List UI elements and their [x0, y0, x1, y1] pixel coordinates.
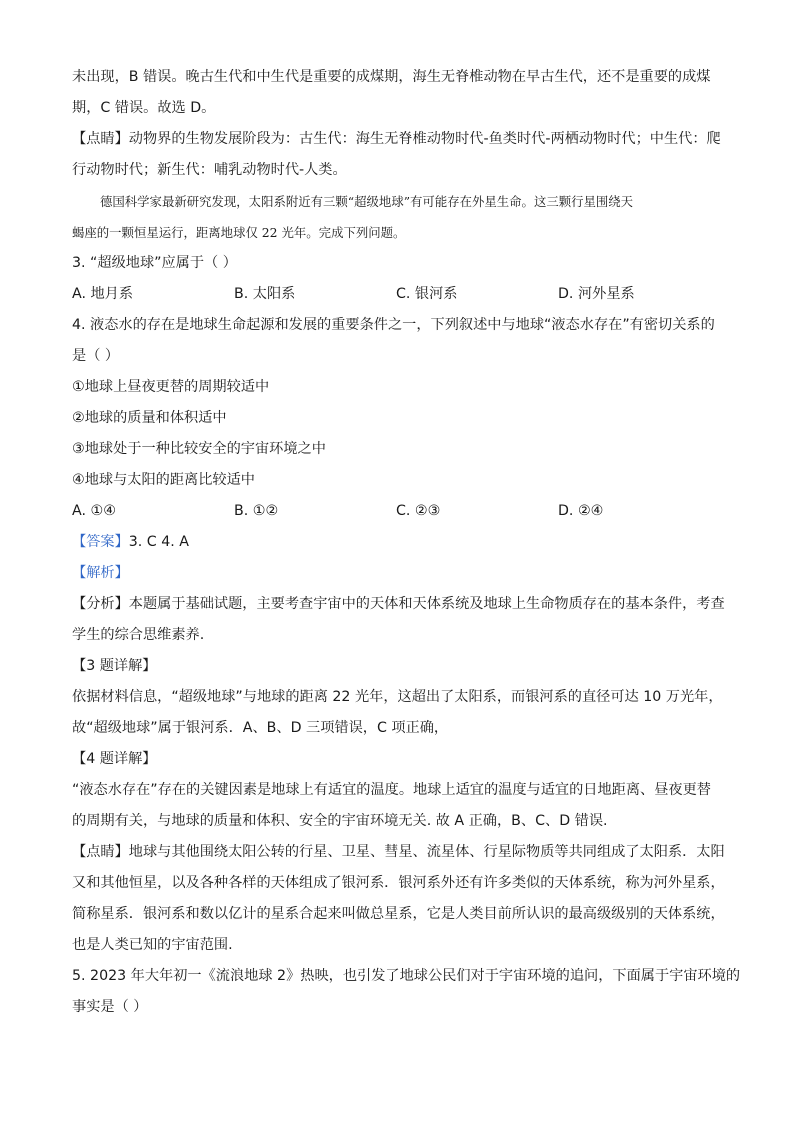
text-line: 的周期有关，与地球的质量和体积、安全的宇宙环境无关. 故 A 正确，B、C、D 错误. — [72, 813, 608, 829]
document-page — [72, 62, 741, 1023]
question-4: 4. 液态水的存在是地球生命起源和发展的重要条件之一，下列叙述中与地球“液态水存在”有密切关系的 — [72, 317, 715, 333]
statement-3: ③地球处于一种比较安全的宇宙环境之中 — [72, 441, 326, 457]
question-4-cont: 是（ ） — [72, 348, 120, 364]
text-line: 行动物时代；新生代：哺乳动物时代-人类。 — [72, 162, 347, 178]
statement-1: ①地球上昼夜更替的周期较适中 — [72, 379, 270, 395]
question-5-cont: 事实是（ ） — [72, 999, 148, 1015]
text-line: “液态水存在”存在的关键因素是地球上有适宜的温度。地球上适宜的温度与适宜的日地距离、昼夜更替 — [72, 782, 711, 798]
option-c: C. 银河系 — [396, 286, 458, 302]
fenxi-line — [72, 589, 725, 620]
analysis-tag: 【解析】 — [72, 565, 129, 581]
dianjing-note — [72, 837, 725, 868]
question-3-options — [72, 279, 722, 310]
option-c: C. ②③ — [396, 503, 441, 519]
fenxi-tag: 【分析】 — [72, 596, 129, 612]
answer-tag: 【答案】 — [72, 534, 129, 550]
passage-line: 蝎座的一颗恒星运行，距离地球仅 22 光年。完成下列问题。 — [72, 225, 406, 240]
question-3: 3. “超级地球”应属于（ ） — [72, 255, 237, 271]
option-b: B. ①② — [234, 503, 279, 519]
option-d: D. ②④ — [558, 503, 604, 519]
text-line: 动物界的生物发展阶段为：古生代：海生无脊椎动物时代-鱼类时代-两栖动物时代；中生代：爬 — [128, 131, 721, 147]
statement-4: ④地球与太阳的距离比较适中 — [72, 472, 255, 488]
passage-line: 德国科学家最新研究发现，太阳系附近有三颗“超级地球”有可能存在外星生命。这三颗行星围绕天 — [100, 194, 634, 209]
question-5: 5. 2023 年大年初一《流浪地球 2》热映，也引发了地球公民们对于宇宙环境的追问，下面属于宇宙环境的 — [72, 968, 741, 984]
statement-2: ②地球的质量和体积适中 — [72, 410, 227, 426]
text-line: 依据材料信息，“超级地球”与地球的距离 22 光年，这超出了太阳系，而银河系的直径可达 10 万光年， — [72, 689, 723, 705]
text-line: 也是人类已知的宇宙范围. — [72, 937, 233, 953]
option-d: D. 河外星系 — [558, 286, 635, 302]
answer-text: 3. C 4. A — [128, 534, 189, 550]
option-b: B. 太阳系 — [234, 286, 296, 302]
text-line: 未出现，B 错误。晚古生代和中生代是重要的成煤期，海生无脊椎动物在早古生代，还不是重要的成煤 — [72, 69, 711, 85]
option-a: A. ①④ — [72, 503, 116, 519]
text-line: 本题属于基础试题，主要考查宇宙中的天体和天体系统及地球上生命物质存在的基本条件，考查 — [128, 596, 725, 612]
option-a: A. 地月系 — [72, 286, 134, 302]
text-line: 又和其他恒星，以及各种各样的天体组成了银河系．银河系外还有许多类似的天体系统，称为河外星系， — [72, 875, 725, 891]
text-line: 学生的综合思维素养. — [72, 627, 205, 643]
detail-3-tag: 【3 题详解】 — [72, 658, 157, 674]
text-line: 故“超级地球”属于银河系．A、B、D 三项错误，C 项正确， — [72, 720, 449, 736]
text-line: 地球与其他围绕太阳公转的行星、卫星、彗星、流星体、行星际物质等共同组成了太阳系．太阳 — [128, 844, 725, 860]
question-4-options — [72, 496, 722, 527]
dianjing-tag: 【点睛】 — [72, 131, 129, 147]
text-line: 期，C 错误。故选 D。 — [72, 100, 216, 116]
answer-line — [72, 527, 722, 558]
detail-4-tag: 【4 题详解】 — [72, 751, 157, 767]
text-line: 简称星系．银河系和数以亿计的星系合起来叫做总星系，它是人类目前所认识的最高级级别的天体系统， — [72, 906, 725, 922]
dianjing-tag: 【点睛】 — [72, 844, 129, 860]
dianjing-note — [72, 124, 722, 155]
